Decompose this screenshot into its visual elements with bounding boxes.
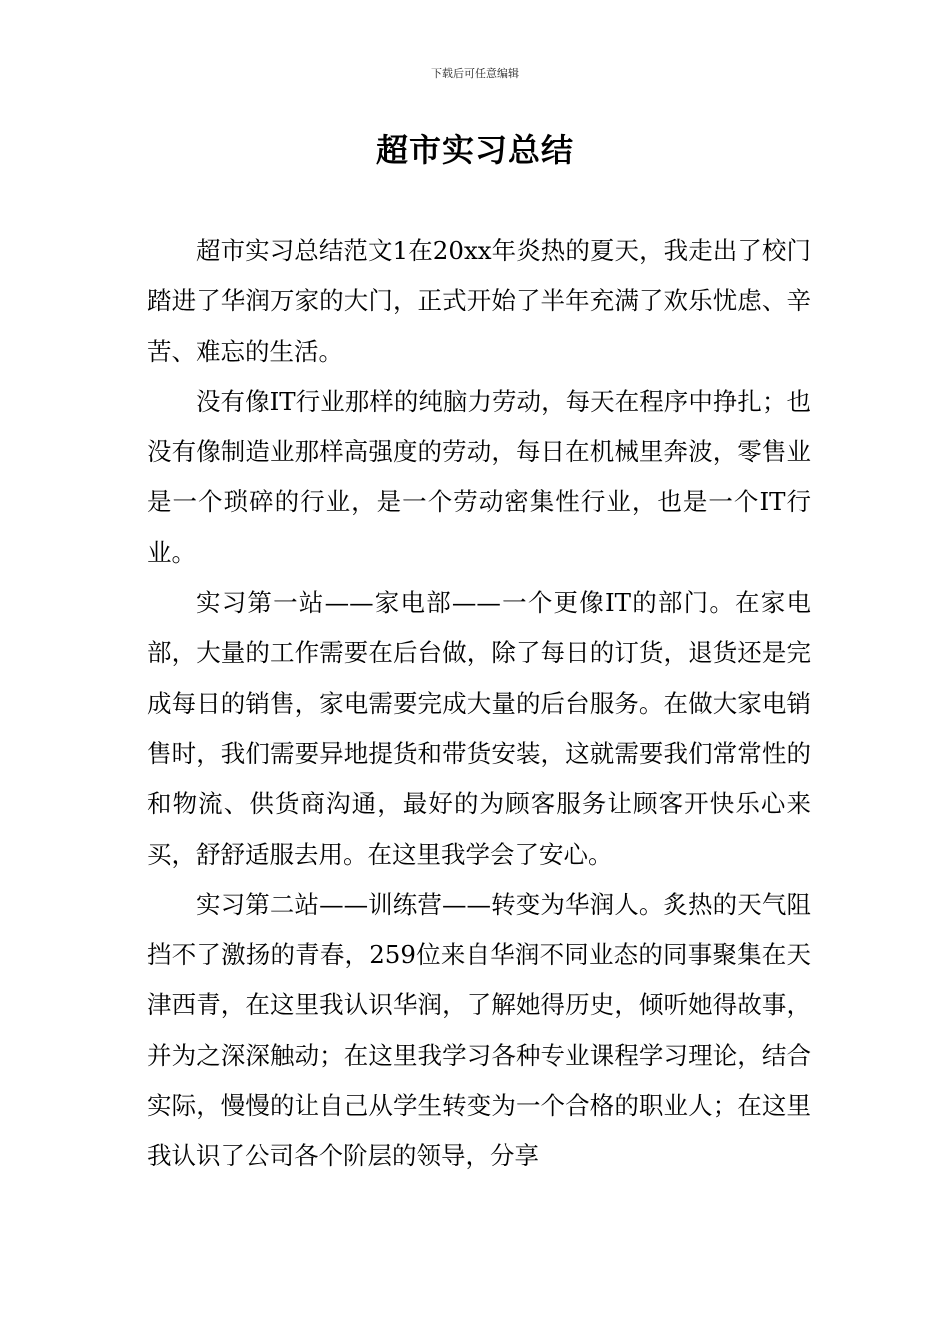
- document-body: [147, 226, 811, 1182]
- paragraph-4: 实习第二站——训练营——转变为华润人。炙热的天气阻挡不了激扬的青春，259位来自华润不同业态的同事聚集在天津西青，在这里我认识华润，了解她得历史，倾听她得故事，并为之深深触动；在这里我学习各种专业课程学习理论，结合实际，慢慢的让自己从学生转变为一个合格的职业人；在这里我认识了公司各个阶层的领导，分享: [147, 889, 811, 1171]
- paragraph-3: 实习第一站——家电部——一个更像IT的部门。在家电部，大量的工作需要在后台做，除了每日的订货，退货还是完成每日的销售，家电需要完成大量的后台服务。在做大家电销售时，我们需要异地提货和带货安装，这就需要我们常常性的和物流、供货商沟通，最好的为顾客服务让顾客开快乐心来买，舒舒适服去用。在这里我学会了安心。: [147, 588, 811, 869]
- paragraph-1: 超市实习总结范文1在20xx年炎热的夏天，我走出了校门踏进了华润万家的大门，正式开始了半年充满了欢乐忧虑、辛苦、难忘的生活。: [147, 236, 811, 366]
- header-note: 下载后可任意编辑: [431, 67, 519, 80]
- document-title: 超市实习总结: [375, 131, 574, 169]
- paragraph-2: 没有像IT行业那样的纯脑力劳动，每天在程序中挣扎；也没有像制造业那样高强度的劳动，每日在机械里奔波，零售业是一个琐碎的行业，是一个劳动密集性行业，也是一个IT行业。: [147, 386, 811, 567]
